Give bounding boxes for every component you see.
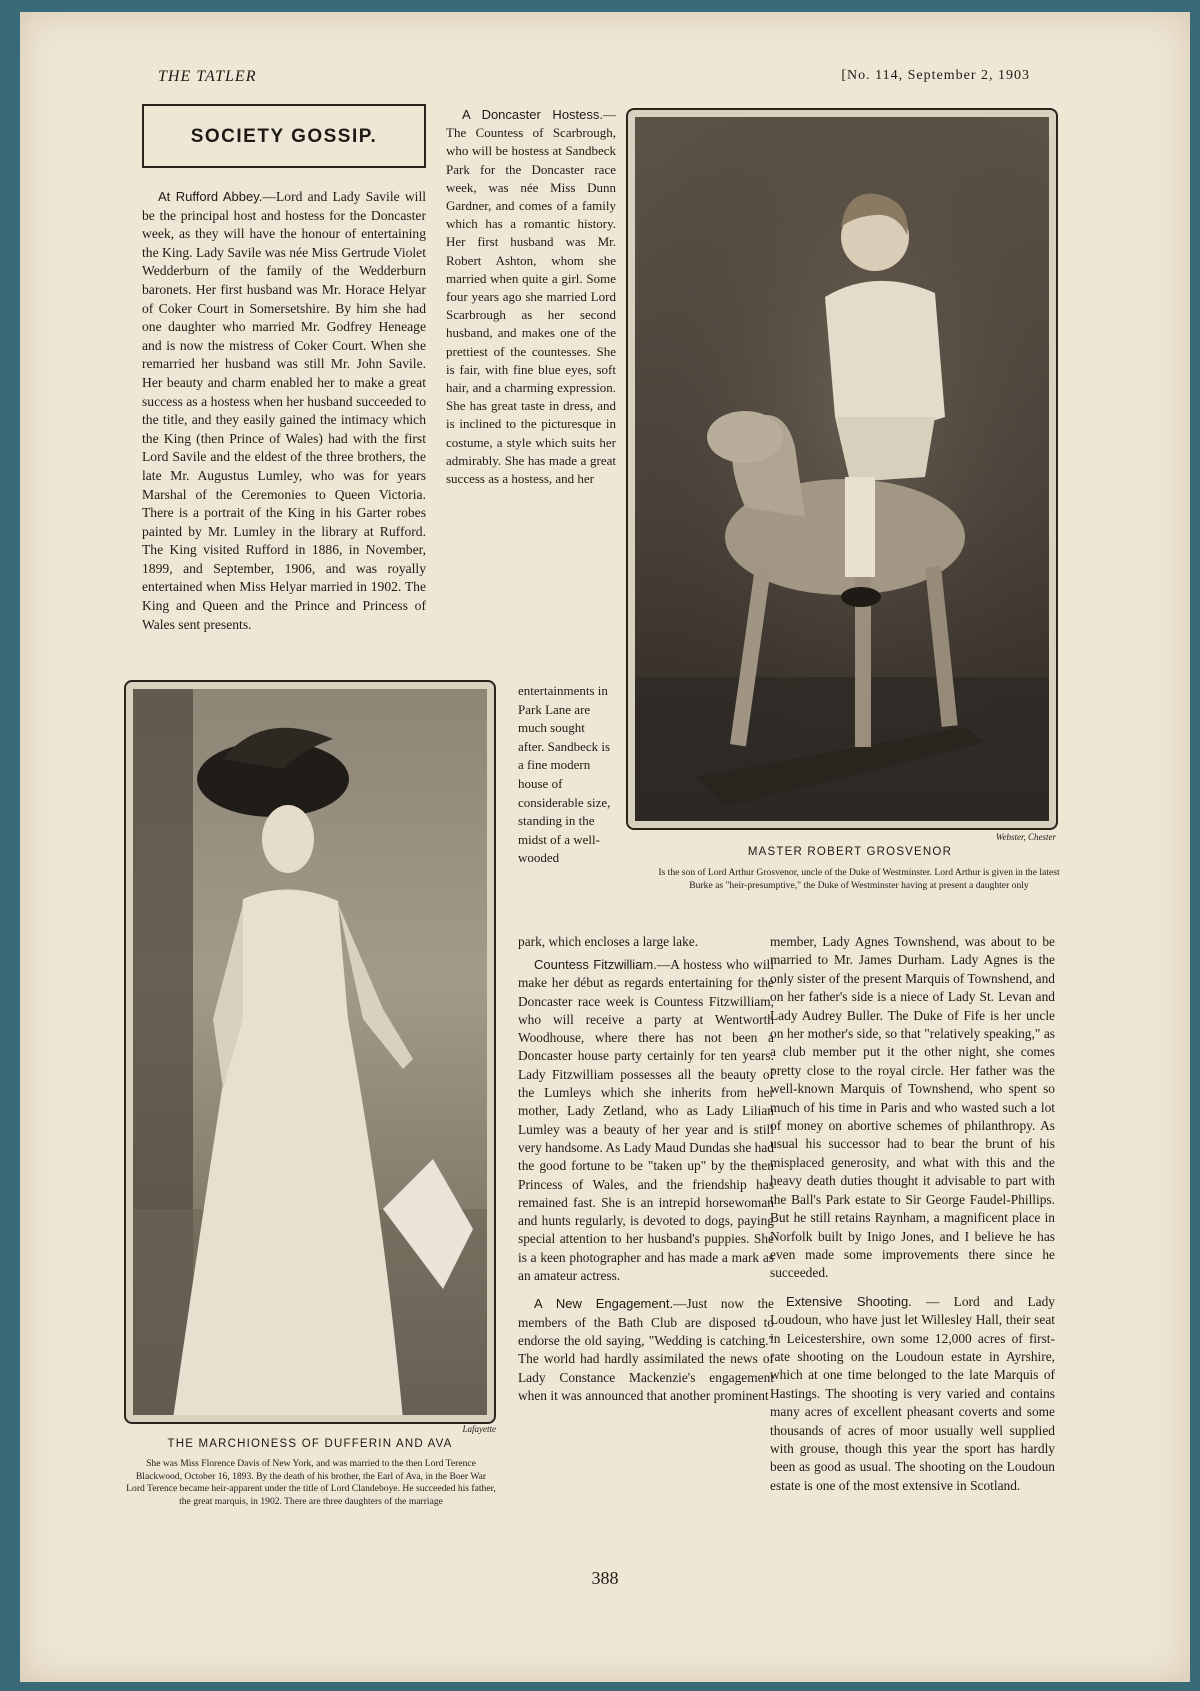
para-fitzwilliam: —A hostess who will make her début as regards entertaining for the Doncaster race week is Countess Fitzwilliam, who will receive a party at Wentworth Woodhouse, where there has not been a Doncaster house party certainly for ten years. Lady Fitzwilliam possesses all the beauty of the Lumleys which she inherits from her mother, Lady Zetland, who as Lady Lilian Lumley was a beauty of her year and is still very handsome. As Lady Maud Dundas she had the good fortune to be "taken up" by the then Princess of Wales, and the friendship has remained fast. She is an intrepid horsewoman and hunts regularly, is devoted to dogs, paying special attention to her husband's puppies. She is a keen photographer and has made a mark as an amateur actress. bbox=[518, 957, 774, 1284]
para-doncaster-end: park, which encloses a large lake. bbox=[518, 934, 699, 949]
column-2-park bbox=[518, 933, 774, 952]
photo-grosvenor-credit: Webster, Chester bbox=[995, 832, 1056, 842]
column-2-bottom bbox=[518, 956, 774, 1415]
para-doncaster-cont: entertainments in Park Lane are much sought after. Sandbeck is a fine modern house of considerable size, standing in the midst of a well-wooded bbox=[518, 683, 611, 866]
para-doncaster: — The Countess of Scarbrough, who will be hostess at Sandbeck Park for the Doncaster race week, was née Miss Dunn Gardner, and comes of a family which has a romantic history. Her first husband was Mr. Robert Ashton, whom she married when quite a girl. Some four years ago she married Lord Scarbrough as her second husband, and makes one of the prettiest of the countesses. She is fair, with fine blue eyes, soft hair, and a charming expression. She has great taste in dress, and is inclined to the picturesque in costume, a style which suits her admirably. She has made a great success as a hostess, and her bbox=[446, 107, 616, 487]
photo-marchioness-caption: She was Miss Florence Davis of New York, and was married to the then Lord Terence Blackwood, October 16, 1893. By the death of his brother, the Earl of Ava, in the Boer War Lord Terence became heir-apparent under the title of Lord Clandeboye. He succeeded his father, the great marquis, in 1902. There are three daughters of the marriage bbox=[126, 1458, 496, 1507]
section-title: SOCIETY GOSSIP. bbox=[190, 126, 378, 147]
photo-grosvenor-image bbox=[635, 117, 1049, 821]
heading-shooting: Extensive Shooting. bbox=[786, 1293, 912, 1309]
heading-fitzwilliam: Countess Fitzwilliam. bbox=[534, 957, 657, 972]
photo-marchioness-title: THE MARCHIONESS OF DUFFERIN AND AVA bbox=[167, 1438, 453, 1450]
section-title-box bbox=[142, 104, 426, 168]
para-townshend: member, Lady Agnes Townshend, was about to be married to Mr. James Durham. Lady Agnes is the only sister of the present Marquis of Townshend, and on her father's side is a niece of Lady St. Levan and Lady Audrey Buller. The Duke of Fife is her uncle on her mother's side, so that "relatively speaking," as a club member put it the other night, she comes pretty close to the royal circle. Her father was the well-known Marquis of Townshend, who spent so much of his time in Paris and who wasted such a lot of money on abortive schemes of philanthropy. As usual his successor had to bear the brunt of his misplaced generosity, and what with this and the heavy death duties thought it advisable to part with the Ball's Park estate to Sir George Faudel-Phillips. But he still retains Raynham, a magnificent place in Norfolk built by Inigo Jones, and I believe he has even made some improvements there since he succeeded. bbox=[770, 934, 1055, 1281]
photo-grosvenor bbox=[626, 108, 1058, 830]
page-number: 388 bbox=[591, 1568, 619, 1588]
photo-grosvenor-caption: Is the son of Lord Arthur Grosvenor, uncle of the Duke of Westminster. Lord Arthur is given in the latest Burke as "heir-presumptive," the Duke of Westminster having at present a daughter only bbox=[658, 867, 1060, 891]
masthead: THE TATLER bbox=[158, 68, 257, 85]
heading-rufford: At Rufford Abbey. bbox=[158, 189, 263, 204]
column-2-top bbox=[446, 106, 616, 498]
marchioness-portrait-illustration bbox=[133, 689, 487, 1415]
magazine-page bbox=[20, 12, 1190, 1682]
para-engagement: —Just now the members of the Bath Club are disposed to endorse the old saying, "Wedding is catching." The world had hardly assimilated the news of Lady Constance Mackenzie's engagement when it was announced that another prominent bbox=[518, 1296, 774, 1403]
heading-doncaster: A Doncaster Hostess. bbox=[462, 107, 603, 122]
para-rufford: —Lord and Lady Savile will be the principal host and hostess for the Doncaster week, as they will have the honour of entertaining the King. Lady Savile was née Miss Gertrude Violet Wedderburn of the family of the Wedderburn baronets. Her first husband was Mr. Horace Helyar of Coker Court in Somersetshire. By him she had one daughter who married Mr. Godfrey Heneage and is now the mistress of Coker Court. When she remarried her husband was still Mr. John Savile. Her beauty and charm enabled her to make a great success as a hostess when her husband succeeded to the title, and they easily gained the intimacy which the King (then Prince of Wales) had with the first Lord Savile and the eldest of the three brothers, the late Mr. Augustus Lumley, who was for years Marshal of the Ceremonies to Queen Victoria. There is a portrait of the King in his Garter robes painted by Mr. Lumley in the library at Rufford. The King visited Rufford in 1886, in November, 1899, and September, 1906, and was royally entertained when Miss Helyar married in 1902. The King and Queen and the Prince and Princess of Wales sent presents. bbox=[142, 189, 427, 632]
child-on-rocking-horse-illustration bbox=[635, 117, 1049, 821]
photo-marchioness-image bbox=[133, 689, 487, 1415]
heading-engagement: A New Engagement. bbox=[534, 1296, 674, 1312]
column-1 bbox=[142, 188, 426, 644]
issue-line: [No. 114, September 2, 1903 bbox=[841, 68, 1030, 83]
para-shooting: — Lord and Lady Loudoun, who have just let Willesley Hall, their seat in Leicestershire, own some 12,000 acres of first-rate shooting on the Loudoun estate in Ayrshire, which at one time belonged to the late Marquis of Hastings. The shooting is very varied and contains many acres of excellent pheasant coverts and some thousands of acres of moor usually well supplied with grouse, though this year the sport has hardly been as good as usual. The shooting on the Loudoun estate is one of the most extensive in Scotland. bbox=[770, 1293, 1055, 1493]
photo-marchioness-credit: Lafayette bbox=[462, 1424, 496, 1434]
column-2-narrow bbox=[518, 682, 614, 868]
column-3 bbox=[770, 933, 1055, 1505]
photo-marchioness bbox=[124, 680, 496, 1424]
photo-grosvenor-title: MASTER ROBERT GROSVENOR bbox=[747, 846, 953, 858]
